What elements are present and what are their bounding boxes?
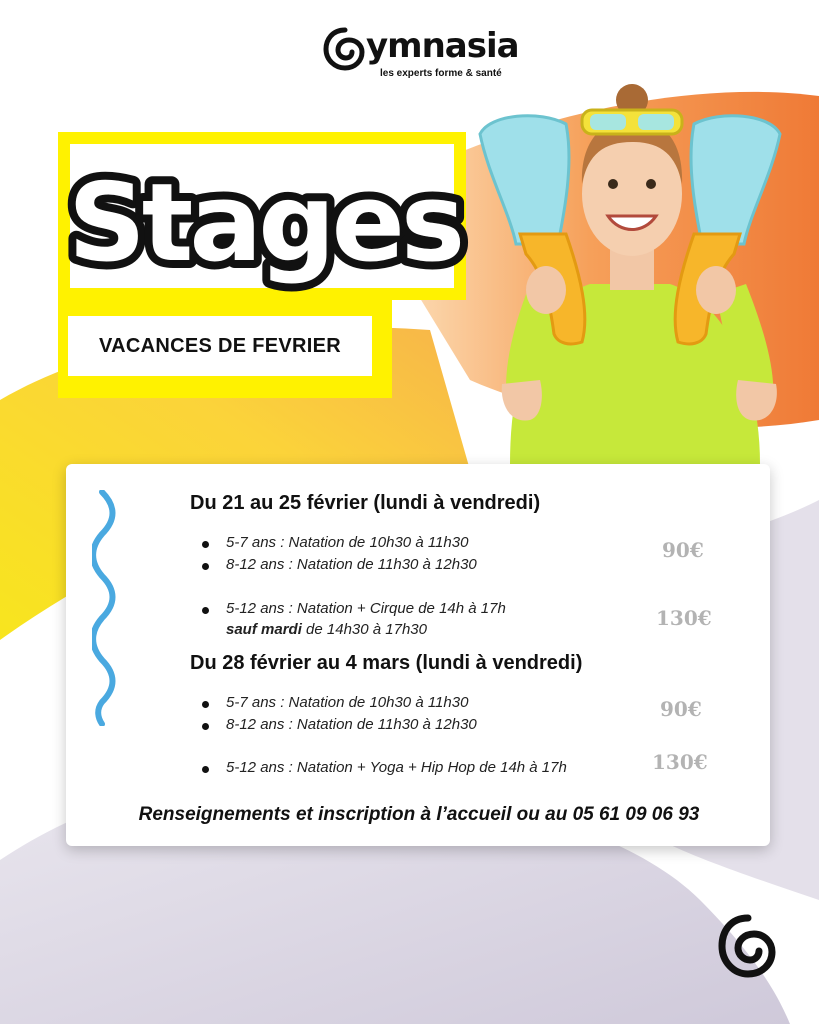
- bullet-icon: [202, 723, 209, 730]
- brand-name: ymnasia: [366, 26, 519, 66]
- price-label: 130€: [656, 606, 712, 630]
- brand-logo: [322, 24, 519, 88]
- contact-info: Renseignements et inscription à l’accueil ou au 05 61 09 06 93: [138, 804, 700, 825]
- bullet-icon: [202, 563, 209, 570]
- bullet-icon: [202, 766, 209, 773]
- child-with-flippers-image: [470, 84, 790, 464]
- blue-wave-decoration: [92, 490, 120, 726]
- bullet-icon: [202, 607, 209, 614]
- spiral-logo-icon: [716, 910, 780, 990]
- price-label: 90€: [660, 697, 702, 721]
- bullet-icon: [202, 701, 209, 708]
- section-1-heading: Du 21 au 25 février (lundi à vendredi): [190, 492, 541, 514]
- bullet-icon: [202, 541, 209, 548]
- subtitle: VACANCES DE FEVRIER: [68, 316, 372, 376]
- stages-title: [54, 132, 474, 302]
- price-label: 90€: [662, 538, 704, 562]
- info-card: Du 21 au 25 février (lundi à vendredi) 5-7 ans : Natation de 10h30 à 11h30 8-12 ans : Natation de 11h30 à 12h30 90€ 5-12 ans : Natation + Cirque de 14h à 17h sauf mardi de 14h30 à 17h30 130€ Du 28 février au 4 mars (lundi à vendredi) 5-7 ans : Natation de 10h30 à 11h30 8-12 ans : Natation de 11h30 à 12h30 90€ 5-12 ans : Natation + Yoga + Hip Hop de 14h à 17h 130€ Renseignements et inscription à l’accueil ou au 05 61 09 06 93: [66, 464, 770, 846]
- price-label: 130€: [652, 750, 708, 774]
- spiral-logo-icon: [322, 26, 368, 72]
- subtitle-frame: [58, 300, 392, 398]
- section-2-heading: Du 28 février au 4 mars (lundi à vendredi): [190, 652, 583, 674]
- svg-text:Stages: Stages: [68, 161, 462, 286]
- brand-tagline: les experts forme & santé: [380, 68, 502, 79]
